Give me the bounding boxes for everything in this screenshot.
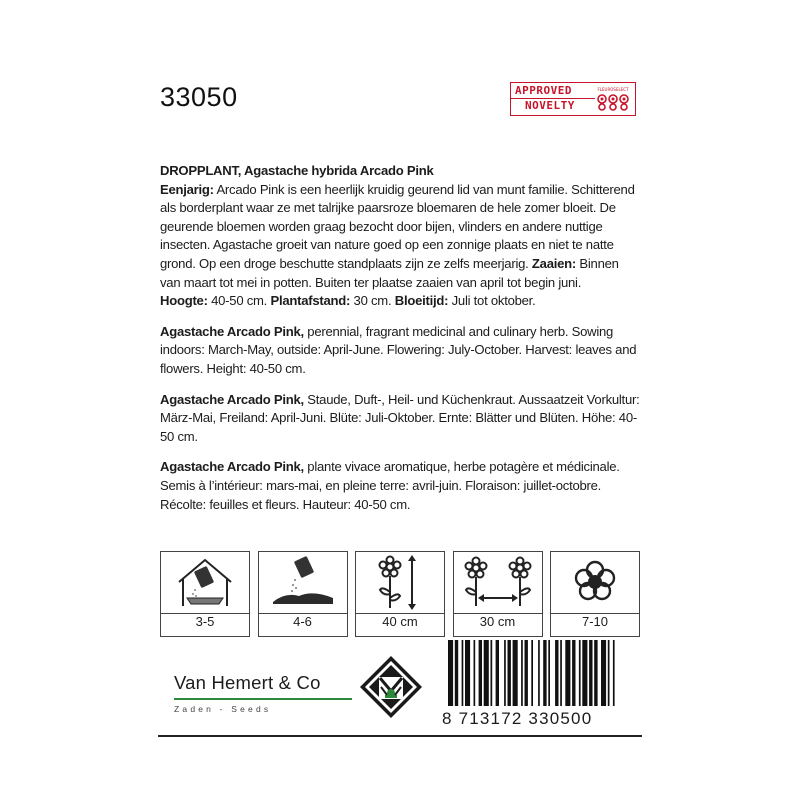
article-code: 33050 — [160, 82, 238, 112]
indoor-sowing-box — [160, 551, 250, 637]
barcode-bar — [484, 640, 489, 706]
zaaien-label: Zaaien: — [531, 255, 577, 271]
company-underline — [174, 698, 352, 700]
barcode-bar — [474, 640, 476, 706]
hoogte-label: Hoogte: — [160, 293, 208, 309]
barcode-bar — [582, 640, 587, 706]
german-paragraph — [160, 391, 642, 447]
barcode-bar — [560, 640, 562, 706]
dutch-paragraph — [160, 162, 642, 311]
plant-height-box — [355, 551, 445, 637]
barcode-bar — [589, 640, 592, 706]
bloeitijd-value: Juli tot oktober. — [448, 293, 536, 309]
barcode-bar — [513, 640, 518, 706]
german-name: Agastache Arcado Pink, — [160, 391, 304, 407]
dutch-title: DROPPLANT, Agastache hybrida Arcado Pink — [160, 163, 434, 178]
company-tagline: Zaden - Seeds — [174, 703, 272, 714]
barcode-bar — [538, 640, 540, 706]
barcode-bar — [521, 640, 523, 706]
barcode-bar — [565, 640, 570, 706]
plant-height-icon — [356, 552, 444, 612]
outdoor-sowing-label: 4-6 — [293, 614, 312, 629]
barcode-bar — [531, 640, 533, 706]
flowering-icon — [551, 552, 639, 612]
bloeitijd-label: Bloeitijd: — [394, 293, 449, 309]
plant-spacing-label: 30 cm — [479, 614, 516, 629]
barcode-bar — [601, 640, 606, 706]
barcode-bar — [462, 640, 464, 706]
company-name: Van Hemert & Co — [174, 672, 321, 693]
badge-small-text: FLEUROSELECT — [597, 87, 629, 92]
company-brand — [174, 672, 352, 714]
flowering-label: 7-10 — [581, 614, 609, 629]
barcode-digits: 8 713172 330500 — [442, 709, 593, 728]
dutch-body-2: Binnen van maart tot mei in potten. Buiten ter plaatse zaaien van april tot begin juni. — [160, 255, 619, 290]
barcode-bar — [613, 640, 615, 706]
french-paragraph — [160, 458, 642, 514]
indoor-sowing-icon — [161, 552, 249, 612]
barcode-bar — [496, 640, 499, 706]
barcode-bar — [608, 640, 610, 706]
barcode-bar — [525, 640, 528, 706]
barcode-bar — [548, 640, 550, 706]
plant-spacing-box — [453, 551, 543, 637]
barcode-bar — [594, 640, 597, 706]
french-text: plante vivace aromatique, herbe potagère et médicinale. Semis à l’intérieur: mars-mai, en pleine terre: avril-juin. Floraison: juillet-octobre. Récolte: feuilles et fleurs. Hauteur: 40-50 cm. — [160, 459, 620, 512]
barcode-bar — [579, 640, 581, 706]
badge-novelty-text: NOVELTY — [525, 99, 575, 112]
plant-spacing-icon — [454, 552, 542, 612]
german-text: Staude, Duft-, Heil- und Küchenkraut. Aussaatzeit Vorkultur: März-Mai, Freiland: April-Juni. Blüte: Juli-Oktober. Ernte: Blätter und Blüten. Höhe: 40-50 cm. — [160, 391, 640, 444]
company-logo-icon — [359, 655, 423, 719]
plant-height-label: 40 cm — [382, 614, 418, 629]
barcode-bar — [465, 640, 470, 706]
badge-approved-text: APPROVED — [515, 84, 572, 97]
approved-novelty-badge — [510, 82, 636, 116]
description-block — [160, 162, 642, 526]
english-text: perennial, fragrant medicinal and culinary herb. Sowing indoors: March-May, outside: April-June. Flowering: July-October. Harvest: leaves and flowers. Height: 40-50 cm. — [160, 323, 637, 376]
barcode-bars — [448, 640, 644, 706]
outdoor-sowing-box — [258, 551, 348, 637]
barcode-bar — [543, 640, 546, 706]
bottom-rule — [158, 735, 642, 737]
barcode-bar — [508, 640, 511, 706]
plantafstand-label: Plantafstand: — [270, 293, 351, 309]
hoogte-value: 40-50 cm. — [207, 293, 271, 309]
flowering-box — [550, 551, 640, 637]
barcode-bar — [555, 640, 558, 706]
english-paragraph — [160, 323, 642, 379]
fleuroselect-flowers-icon — [594, 85, 632, 113]
barcode-bar — [491, 640, 493, 706]
barcode-bar — [455, 640, 458, 706]
plantafstand-value: 30 cm. — [350, 293, 395, 309]
english-name: Agastache Arcado Pink, — [160, 323, 304, 339]
outdoor-sowing-icon — [259, 552, 347, 612]
barcode-bar — [479, 640, 482, 706]
barcode-bar — [572, 640, 575, 706]
barcode-bar — [504, 640, 506, 706]
barcode-bar — [448, 640, 453, 706]
sowing-icons-row — [160, 551, 640, 637]
dutch-body-1: Arcado Pink is een heerlijk kruidig geurend lid van munt familie. Schitterend als borderplant waar ze met talrijke paarsroze bloemaren de hele zomer bloeit. De geurende bloemen worden graag bezocht door bijen, vlinders en andere nuttige insecten. Agastache groeit van nature goed op een zonnige plaats en niet te natte grond. Op een droge beschutte standplaats zijn ze zelfs meerjarig. — [160, 181, 635, 271]
french-name: Agastache Arcado Pink, — [160, 459, 304, 475]
indoor-sowing-label: 3-5 — [195, 614, 215, 629]
eenjarig-label: Eenjarig: — [160, 181, 214, 197]
